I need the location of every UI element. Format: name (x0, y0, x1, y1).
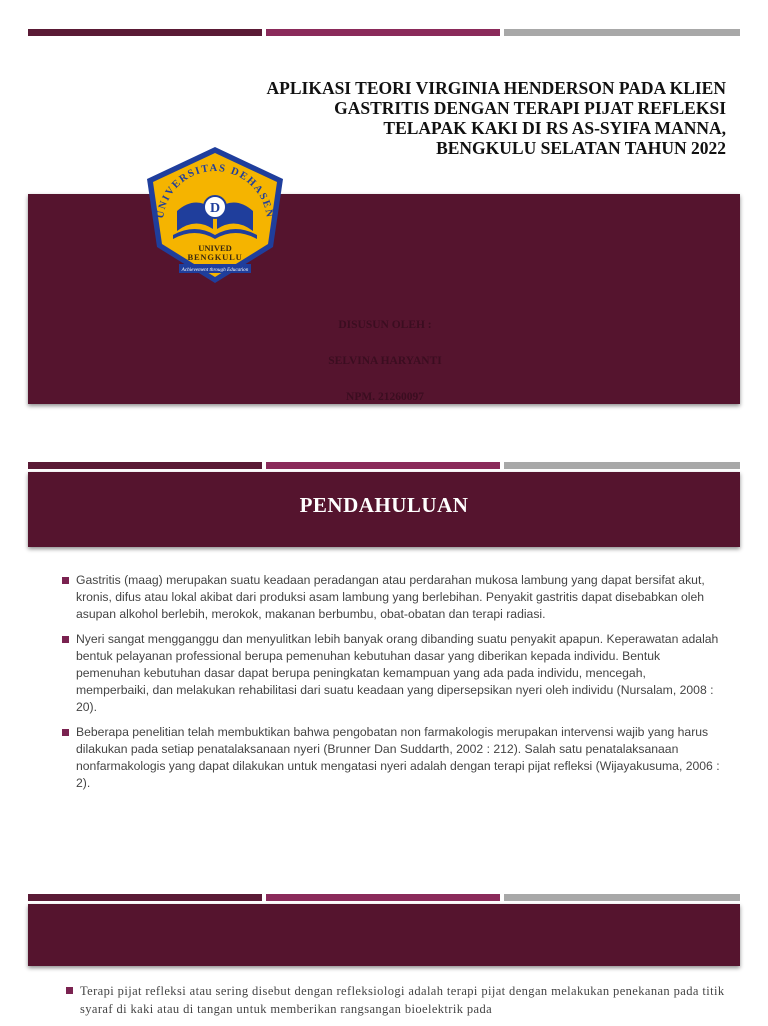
slide2-stripe-dark (28, 462, 262, 469)
list-item (62, 572, 722, 623)
logo-name-line1: UNIVED (198, 243, 232, 253)
title-line: BENGKULU SELATAN TAHUN 2022 (436, 138, 726, 158)
bullet-text: Beberapa penelitian telah membuktikan bahwa pengobatan non farmakologis merupakan intervensi wajib yang harus dilakukan pada setiap penatalaksanaan nyeri (Brunner Dan Suddarth, 2002 : 212). Salah satu penatalaksanaan nonfarmakologis yang dapat dilakukan untuk mengatasi nyeri adalah dengan terapi pijat refleksi (Wijayakusuma, 2006 : 2). (76, 725, 720, 790)
slide3-stripe-grey (504, 894, 740, 901)
section-heading: PENDAHULUAN (299, 493, 469, 517)
title-line: APLIKASI TEORI VIRGINIA HENDERSON PADA KLIEN (266, 78, 726, 98)
slide2-stripe-mid (266, 462, 500, 469)
top-stripe-mid (266, 29, 500, 36)
list-item (62, 631, 722, 716)
list-item (62, 724, 722, 792)
logo-arc-text: UNIVERSITAS DEHASEN (155, 162, 275, 220)
title-line: GASTRITIS DENGAN TERAPI PIJAT REFLEKSI (334, 98, 726, 118)
slide2-stripe-grey (504, 462, 740, 469)
logo-motto: Achievement through Education (181, 267, 249, 273)
university-shield-logo-icon (133, 143, 297, 296)
bullet-text: Terapi pijat refleksi atau sering disebut dengan refleksiologi adalah terapi pijat dengan melakukan penekanan pada titik syaraf di kaki atau di tangan untuk memberikan rangsangan bioelektrik pada (80, 984, 725, 1016)
bullet-text: Nyeri sangat mengganggu dan menyulitkan lebih banyak orang dibanding suatu penyakit apapun. Keperawatan adalah bentuk pelayanan professional berupa pemenuhan kebutuhan dasar yang diberikan kepada individu. Bentuk pemenuhan kebutuhan dasar dapat berupa peningkatan kemampuan yang ada pada individu, mencegah, memperbaiki, dan melakukan rehabilitasi dari suatu keadaan yang dipersepsikan nyeri oleh individu (Nursalam, 2008 : 20). (76, 632, 719, 714)
bullet-text: Gastritis (maag) merupakan suatu keadaan peradangan atau perdarahan mukosa lambung yang dapat bersifat akut, kronis, difus atau lokal akibat dari produksi asam lambung yang berlebihan. Penyakit gastritis dapat disebabkan oleh asupan alkohol berlebih, merokok, makanan berbumbu, obat-obatan dan terapi radiasi. (76, 573, 705, 621)
list-item (66, 982, 726, 1018)
title-line: TELAPAK KAKI DI RS AS-SYIFA MANNA, (383, 118, 726, 138)
top-stripe-grey (504, 29, 740, 36)
slide3-stripe-mid (266, 894, 500, 901)
logo-letter: D (209, 201, 221, 216)
slide3-stripe-dark (28, 894, 262, 901)
slide3-heading-band (28, 904, 740, 966)
logo-name-line2: BENGKULU (187, 252, 243, 262)
author-label: DISUSUN OLEH : (338, 319, 432, 331)
slide2-bullet-list (62, 572, 722, 800)
top-stripe-dark (28, 29, 262, 36)
author-name: SELVINA HARYANTI (328, 355, 442, 367)
slide3-bullet-list (66, 982, 726, 1026)
author-block (300, 318, 470, 426)
author-npm: NPM. 21260097 (346, 391, 424, 403)
